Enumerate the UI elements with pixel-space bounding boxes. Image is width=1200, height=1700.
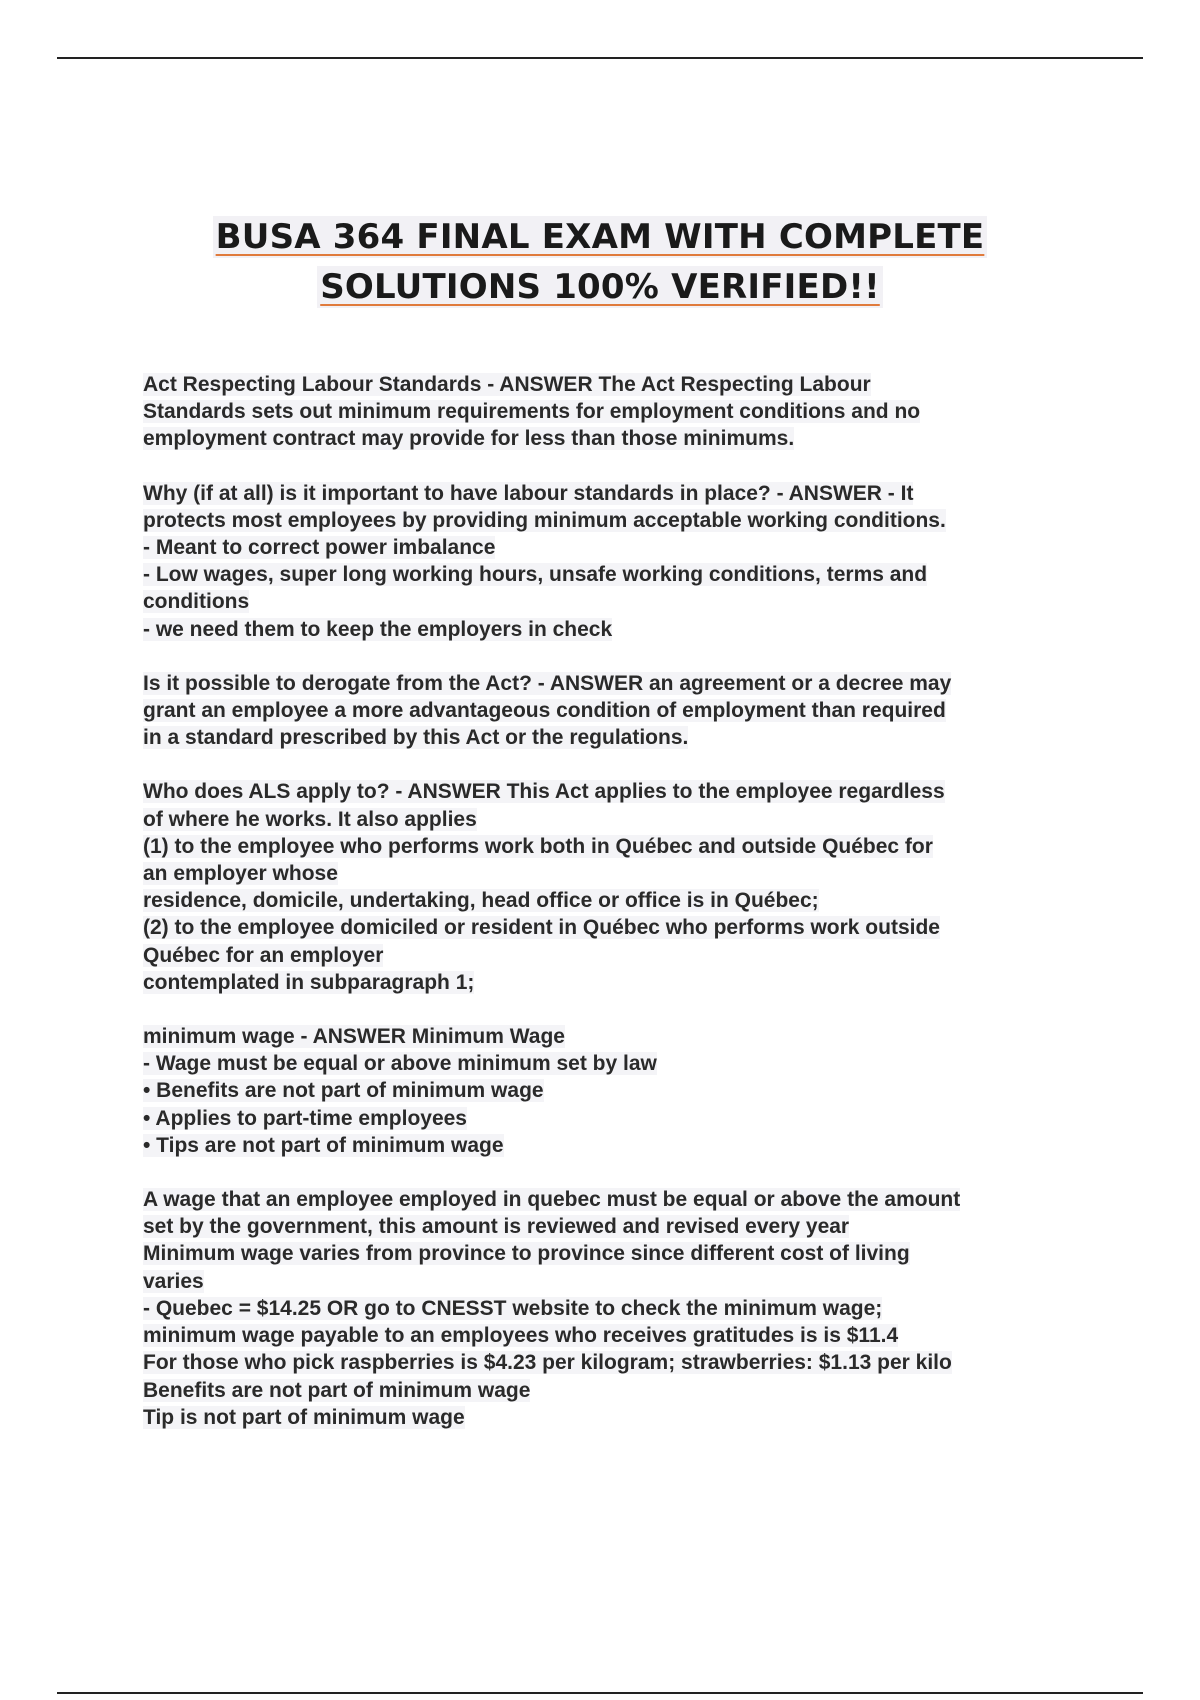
title-line-1: BUSA 364 FINAL EXAM WITH COMPLETE — [213, 216, 988, 258]
qa-block-act-respecting-labour-standards — [143, 371, 1083, 453]
text-line: - we need them to keep the employers in check — [143, 617, 613, 641]
text-line: Benefits are not part of minimum wage — [143, 1378, 531, 1402]
qa-block-importance-of-labour-standards — [143, 480, 1083, 643]
qa-block-derogate-from-act — [143, 670, 1083, 752]
text-line: - Meant to correct power imbalance — [143, 536, 496, 560]
text-line: (2) to the employee domiciled or resident in Québec who performs work outside — [143, 916, 940, 940]
text-line: Tip is not part of minimum wage — [143, 1405, 465, 1429]
text-line: • Applies to part-time employees — [143, 1106, 467, 1130]
text-line: For those who pick raspberries is $4.23 per kilogram; strawberries: $1.13 per kilo — [143, 1351, 952, 1375]
qa-block-minimum-wage-details — [143, 1186, 1083, 1431]
page-top-rule — [57, 57, 1143, 59]
text-line: grant an employee a more advantageous condition of employment than required — [143, 699, 946, 723]
text-line: minimum wage - ANSWER Minimum Wage — [143, 1025, 565, 1049]
text-line: set by the government, this amount is reviewed and revised every year — [143, 1215, 850, 1239]
text-line: - Wage must be equal or above minimum set by law — [143, 1052, 657, 1076]
text-line: A wage that an employee employed in quebec must be equal or above the amount — [143, 1188, 961, 1212]
text-line: • Benefits are not part of minimum wage — [143, 1079, 544, 1103]
text-line: Is it possible to derogate from the Act? - ANSWER an agreement or a decree may — [143, 671, 952, 695]
document-body — [143, 371, 1083, 1458]
text-line: (1) to the employee who performs work both in Québec and outside Québec for — [143, 834, 933, 858]
text-line: Who does ALS apply to? - ANSWER This Act applies to the employee regardless — [143, 780, 945, 804]
text-line: employment contract may provide for less than those minimums. — [143, 427, 795, 451]
text-line: Standards sets out minimum requirements for employment conditions and no — [143, 400, 921, 424]
text-line: - Low wages, super long working hours, unsafe working conditions, terms and — [143, 563, 928, 587]
text-line: varies — [143, 1269, 204, 1293]
text-line: - Quebec = $14.25 OR go to CNESST website to check the minimum wage; — [143, 1296, 883, 1320]
text-line: conditions — [143, 590, 250, 614]
text-line: protects most employees by providing minimum acceptable working conditions. — [143, 508, 946, 532]
text-line: of where he works. It also applies — [143, 807, 477, 831]
document-title — [0, 216, 1200, 308]
page-bottom-rule — [57, 1692, 1143, 1694]
text-line: minimum wage payable to an employees who receives gratitudes is is $11.4 — [143, 1324, 899, 1348]
text-line: Act Respecting Labour Standards - ANSWER The Act Respecting Labour — [143, 373, 871, 396]
text-line: in a standard prescribed by this Act or the regulations. — [143, 726, 689, 750]
text-line: Minimum wage varies from province to province since different cost of living — [143, 1242, 910, 1266]
qa-block-who-does-als-apply-to — [143, 778, 1083, 996]
text-line: Why (if at all) is it important to have labour standards in place? - ANSWER - It — [143, 481, 914, 505]
text-line: an employer whose — [143, 862, 338, 886]
text-line: residence, domicile, undertaking, head office or office is in Québec; — [143, 889, 819, 913]
text-line: • Tips are not part of minimum wage — [143, 1133, 504, 1157]
title-line-2: SOLUTIONS 100% VERIFIED!! — [317, 266, 883, 308]
text-line: Québec for an employer — [143, 943, 384, 967]
text-line: contemplated in subparagraph 1; — [143, 970, 475, 994]
qa-block-minimum-wage — [143, 1023, 1083, 1159]
